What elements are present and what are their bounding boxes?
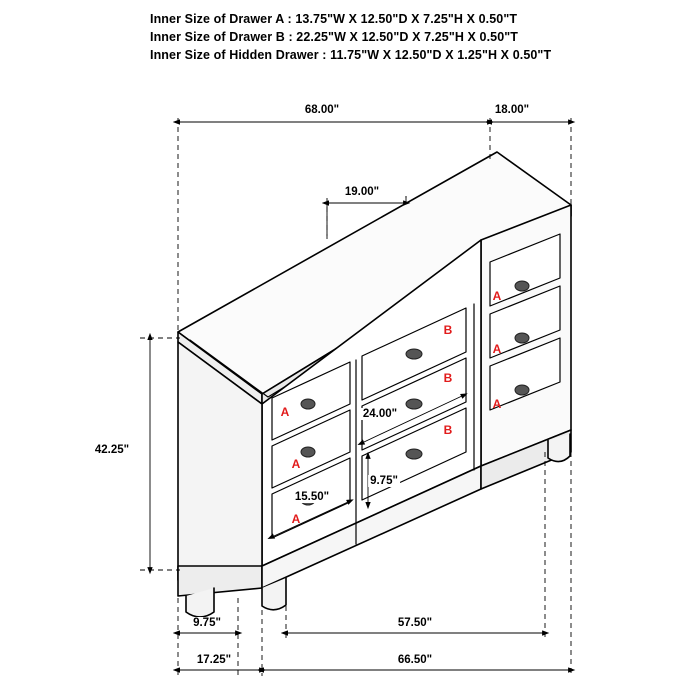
drawer-label-left-3: A <box>291 512 301 526</box>
drawer-label-right-3: A <box>492 397 502 411</box>
drawer-pull-middle-1 <box>406 349 422 359</box>
drawer-label-middle-2: B <box>443 371 453 385</box>
drawer-label-middle-1: B <box>443 323 453 337</box>
drawer-bank-right <box>490 234 560 410</box>
base-left-depth: 9.75" <box>193 617 221 629</box>
drawer-pull-right-1 <box>515 281 529 291</box>
middle-drawer-height: 9.75" <box>370 475 398 487</box>
top-middle-width: 19.00" <box>344 186 380 198</box>
drawer-pull-left-2 <box>301 447 315 457</box>
drawer-label-middle-3: B <box>443 423 453 437</box>
spec-line-drawer-b: Inner Size of Drawer B : 22.25"W X 12.50"D X 7.25"H X 0.50"T <box>150 30 519 44</box>
spec-line-hidden-drawer: Inner Size of Hidden Drawer : 11.75"W X 12.50"D X 1.25"H X 0.50"T <box>150 48 552 62</box>
top-overall-width: 68.00" <box>304 104 340 116</box>
base-front-width: 57.50" <box>397 617 433 629</box>
drawer-label-right-1: A <box>492 289 502 303</box>
drawer-pull-middle-2 <box>406 399 422 409</box>
drawer-pull-middle-3 <box>406 449 422 459</box>
furniture-outline <box>178 152 571 617</box>
drawer-label-left-1: A <box>280 405 290 419</box>
drawer-label-left-2: A <box>291 457 301 471</box>
drawer-pull-right-2 <box>515 333 529 343</box>
spec-line-drawer-a: Inner Size of Drawer A : 13.75"W X 12.50"D X 7.25"H X 0.50"T <box>150 12 518 26</box>
side-drawer-width: 15.50" <box>294 491 330 503</box>
base-overall-width: 66.50" <box>397 654 433 666</box>
drawer-label-right-2: A <box>492 342 502 356</box>
base-left-width: 17.25" <box>196 654 232 666</box>
dresser-plinth <box>178 566 262 596</box>
overall-height: 42.25" <box>94 444 130 456</box>
top-right-width: 18.00" <box>494 104 530 116</box>
middle-drawer-width: 24.00" <box>362 408 398 420</box>
drawer-pull-left-1 <box>301 399 315 409</box>
drawer-pull-right-3 <box>515 385 529 395</box>
